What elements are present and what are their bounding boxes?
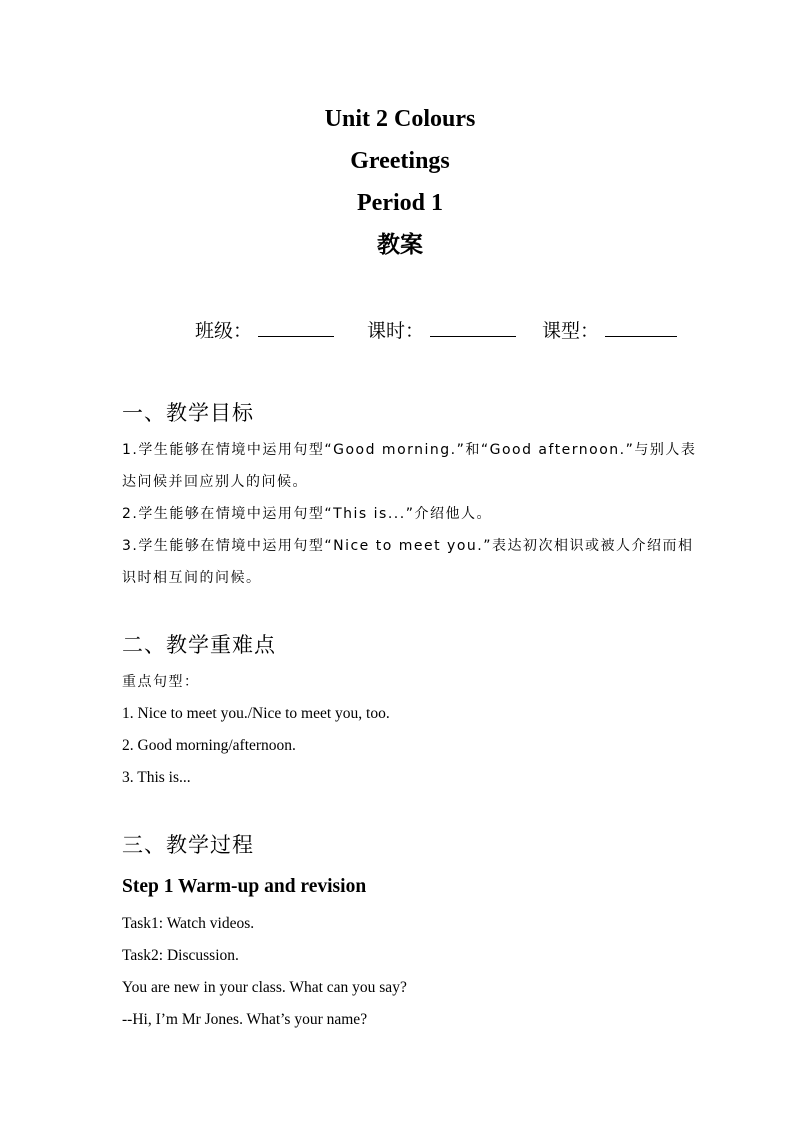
objective-1-line-1: 1.学生能够在情境中运用句型“Good morning.”和“Good afternoon.”与别人表: [122, 442, 697, 458]
type-field: [542, 318, 677, 344]
objective-3-line-1: 3.学生能够在情境中运用句型“Nice to meet you.”表达初次相识或被人介绍而相: [122, 538, 694, 554]
objective-3-line-2: 识时相互间的问候。: [122, 570, 262, 586]
objectives-heading: 一、教学目标: [122, 401, 254, 425]
info-row: [195, 318, 715, 344]
type-blank[interactable]: [605, 318, 677, 337]
hours-field: [367, 318, 516, 344]
key-point-2: 2. Good morning/afternoon.: [122, 737, 296, 754]
class-field: [195, 318, 334, 344]
topic-title: Greetings: [350, 148, 450, 174]
hours-blank[interactable]: [430, 318, 516, 337]
task-1: Task1: Watch videos.: [122, 915, 255, 932]
period-title: Period 1: [357, 190, 443, 216]
hours-label: 课时：: [367, 320, 425, 342]
process-heading: 三、教学过程: [122, 833, 254, 857]
process-line-1: You are new in your class. What can you say?: [122, 979, 407, 996]
process-line-2: --Hi, I’m Mr Jones. What’s your name?: [122, 1011, 368, 1028]
class-label: 班级：: [195, 320, 253, 342]
type-label: 课型：: [542, 320, 600, 342]
key-points-heading: 二、教学重难点: [122, 633, 276, 657]
step-1-heading: Step 1 Warm-up and revision: [122, 876, 367, 897]
doc-type-title: 教案: [377, 232, 423, 258]
key-points-label: 重点句型：: [122, 674, 200, 690]
key-point-3: 3. This is...: [122, 769, 191, 786]
key-point-1: 1. Nice to meet you./Nice to meet you, too.: [122, 705, 390, 722]
task-2: Task2: Discussion.: [122, 947, 239, 964]
class-blank[interactable]: [258, 318, 334, 337]
objective-2: 2.学生能够在情境中运用句型“This is...”介绍他人。: [122, 506, 492, 522]
objective-1-line-2: 达问候并回应别人的问候。: [122, 474, 308, 490]
unit-title: Unit 2 Colours: [324, 106, 476, 132]
